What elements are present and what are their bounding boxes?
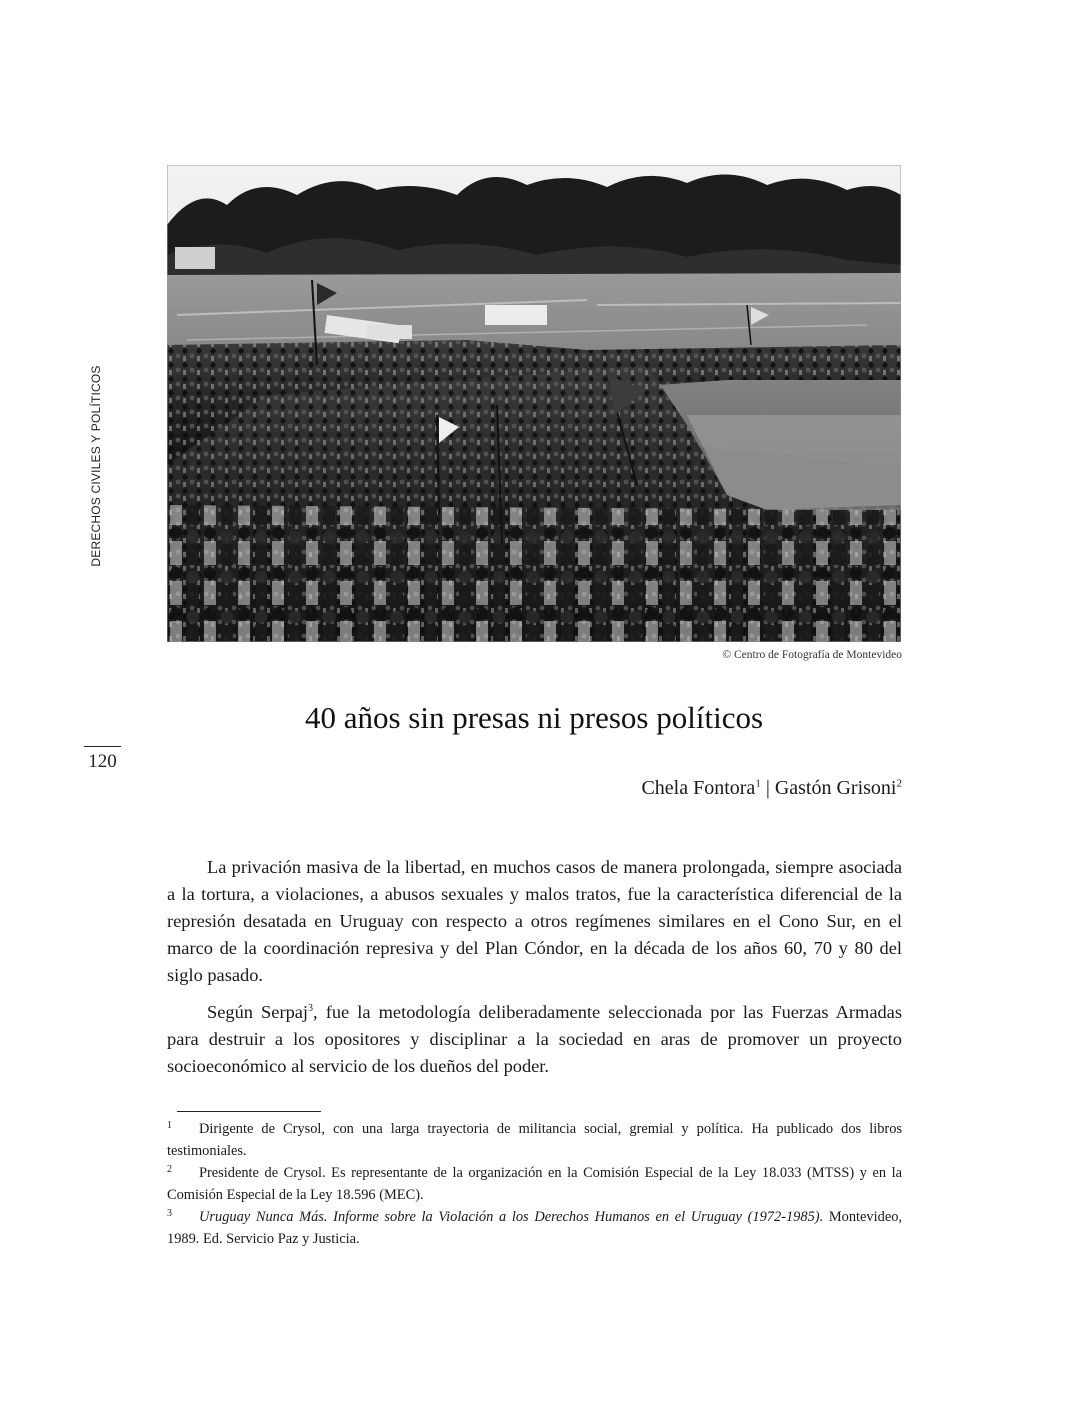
article-authors <box>400 777 902 800</box>
body-paragraph: La privación masiva de la libertad, en muchos casos de manera prolongada, siempre asociada a la tortura, a violaciones, a abusos sexuales y malos tratos, fue la característica diferencial de la represión desatada en Uruguay con respecto a otros regímenes similares en el Cono Sur, en el marco de la coordinación represiva y del Plan Cóndor, en la década de los años 60, 70 y 80 del siglo pasado. <box>167 857 902 985</box>
footnote-text: Presidente de Crysol. Es representante de la organización en la Comisión Especial de la Ley 18.033 (MTSS) y en la Comisión Especial de la Ley 18.596 (MEC). <box>167 1165 902 1203</box>
paragraph-text: Según Serpaj <box>207 1002 309 1022</box>
protest-crowd-photo <box>167 165 901 642</box>
section-side-label: DERECHOS CIVILES Y POLÍTICOS <box>89 365 103 567</box>
author-separator: | <box>760 777 775 799</box>
footnote-text: Montevideo, 1989. Ed. Servicio Paz y Justicia. <box>167 1209 902 1247</box>
body-paragraph <box>167 999 902 1080</box>
article-body <box>167 854 902 1090</box>
author-footnote-ref[interactable]: 1 <box>755 777 761 790</box>
paragraph-text: , fue la metodología deliberadamente seleccionada por las Fuerzas Armadas para destruir a los opositores y disciplinar a la sociedad en aras de promover un proyecto socioeconómico al servicio de los dueños del poder. <box>167 1002 902 1076</box>
photo-illustration <box>167 165 901 642</box>
footnote-source-title: Uruguay Nunca Más. Informe sobre la Violación a los Derechos Humanos en el Uruguay (1972-1985). <box>199 1209 824 1225</box>
footnote-text: Dirigente de Crysol, con una larga trayectoria de militancia social, gremial y política. Ha publicado dos libros testimoniales. <box>167 1121 902 1159</box>
footnote: 1 Dirigente de Crysol, con una larga trayectoria de militancia social, gremial y política. Ha publicado dos libros testimoniales. <box>167 1120 902 1159</box>
author-name: Gastón Grisoni <box>774 777 897 799</box>
author-name: Chela Fontora <box>641 777 756 799</box>
footnotes <box>167 1118 902 1250</box>
footnote: 3 Uruguay Nunca Más. Informe sobre la Violación a los Derechos Humanos en el Uruguay (1972-1985). Montevideo, 1989. Ed. Servicio Paz y Justicia. <box>167 1208 902 1247</box>
page-number: 120 <box>88 751 117 772</box>
footnote-rule <box>177 1111 321 1112</box>
author-footnote-ref[interactable]: 2 <box>896 777 902 790</box>
footnote-ref[interactable]: 3 <box>308 1002 314 1014</box>
photo-credit: © Centro de Fotografía de Montevideo <box>722 649 902 661</box>
footnote: 2 Presidente de Crysol. Es representante de la organización en la Comisión Especial de la Ley 18.033 (MTSS) y en la Comisión Especial de la Ley 18.596 (MEC). <box>167 1164 902 1203</box>
page-number-rule <box>84 746 121 747</box>
article-title: 40 años sin presas ni presos políticos <box>304 700 764 735</box>
